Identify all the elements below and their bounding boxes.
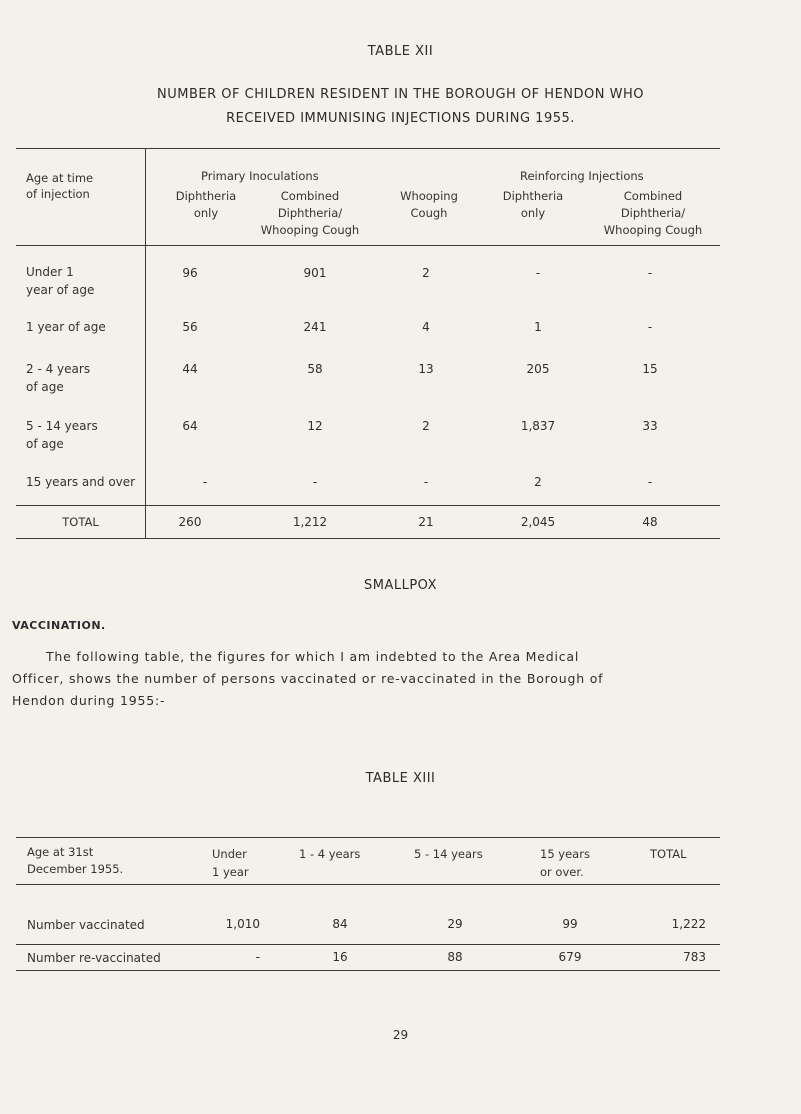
cell: 16	[332, 950, 348, 964]
col-total: TOTAL	[650, 847, 687, 861]
table12-header-rule	[16, 245, 720, 246]
cell: 901	[303, 266, 327, 280]
cell: 2	[422, 266, 430, 280]
col-reinforcing-diphtheria-only: Diphtheria only	[502, 189, 564, 220]
col-5-14-years: 5 - 14 years	[414, 847, 483, 861]
cell: 21	[418, 515, 434, 529]
cell: 29	[447, 917, 463, 931]
cell: 2,045	[520, 515, 556, 529]
table12-title-line1: NUMBER OF CHILDREN RESIDENT IN THE BOROUGH OF HENDON WHO	[157, 87, 644, 102]
cell: 1,212	[292, 515, 328, 529]
age-header-line2: of injection	[26, 187, 90, 201]
row-label-cont: of age	[26, 380, 64, 394]
age-header-line1: Age at time	[26, 171, 94, 185]
table12-top-rule	[16, 148, 720, 149]
cell: 33	[642, 419, 658, 433]
cell: 1	[534, 320, 542, 334]
cell: 205	[526, 362, 550, 376]
table13-bottom-rule	[16, 970, 720, 971]
cell: 96	[182, 266, 198, 280]
table13-caption: TABLE XIII	[365, 771, 436, 786]
col-reinforcing-combined: Combined Diphtheria/ Whooping Cough	[603, 189, 703, 237]
cell: -	[312, 475, 318, 489]
col-whooping-cough: Whooping Cough	[400, 189, 458, 220]
primary-inoculations-header: Primary Inoculations	[201, 169, 319, 183]
reinforcing-injections-header: Reinforcing Injections	[520, 169, 644, 183]
table13-top-rule	[16, 837, 720, 838]
cell: 1,837	[520, 419, 556, 433]
cell: 58	[307, 362, 323, 376]
table13-row-rule	[16, 944, 720, 945]
paragraph-line1: The following table, the figures for which I am indebted to the Area Medical	[46, 649, 580, 664]
cell: -	[647, 475, 653, 489]
page-number: 29	[392, 1028, 409, 1042]
vaccination-subheading: VACCINATION.	[12, 619, 106, 632]
cell: 64	[182, 419, 198, 433]
cell: 260	[178, 515, 202, 529]
col-combined: Combined Diphtheria/ Whooping Cough	[260, 189, 360, 237]
paragraph-line3: Hendon during 1955:-	[12, 693, 166, 708]
row-label: Number re-vaccinated	[27, 951, 161, 965]
row-label-cont: year of age	[26, 283, 95, 297]
table12-bottom-rule	[16, 538, 720, 539]
row-label: Number vaccinated	[27, 918, 145, 932]
cell: 15	[642, 362, 658, 376]
row-label: 15 years and over	[26, 475, 136, 489]
cell: 13	[418, 362, 434, 376]
cell: 12	[307, 419, 323, 433]
row-label: 5 - 14 years	[26, 419, 98, 433]
cell: 1,222	[671, 917, 706, 931]
cell: 84	[332, 917, 348, 931]
table12-title-line2: RECEIVED IMMUNISING INJECTIONS DURING 1955.	[226, 111, 575, 126]
cell: 88	[447, 950, 463, 964]
row-label-cont: of age	[26, 437, 64, 451]
cell: 56	[182, 320, 198, 334]
cell: -	[423, 475, 429, 489]
smallpox-heading: SMALLPOX	[364, 578, 437, 593]
table12-caption: TABLE XII	[367, 44, 434, 59]
row-label: 1 year of age	[26, 320, 106, 334]
cell: 44	[182, 362, 198, 376]
age-header-line1: Age at 31st	[27, 845, 94, 859]
col-under-1-line2: 1 year	[212, 865, 249, 879]
cell: 4	[422, 320, 430, 334]
cell: 679	[558, 950, 582, 964]
cell: 241	[303, 320, 327, 334]
row-label: 2 - 4 years	[26, 362, 91, 376]
cell: 1,010	[225, 917, 260, 931]
col-1-4-years: 1 - 4 years	[299, 847, 361, 861]
cell: -	[535, 266, 541, 280]
col-15-over-line2: or over.	[540, 865, 584, 879]
total-label: TOTAL	[62, 515, 99, 529]
cell: 48	[642, 515, 658, 529]
paragraph-line2: Officer, shows the number of persons vaccinated or re-vaccinated in the Borough of	[12, 671, 604, 686]
cell: -	[647, 320, 653, 334]
row-label: Under 1	[26, 265, 74, 279]
age-header-line2: December 1955.	[27, 862, 124, 876]
cell: -	[255, 950, 260, 964]
table13-header-rule	[16, 884, 720, 885]
table12-total-rule	[16, 505, 720, 506]
cell: 2	[422, 419, 430, 433]
cell: -	[202, 475, 208, 489]
cell: 99	[562, 917, 578, 931]
cell: -	[647, 266, 653, 280]
col-diphtheria-only: Diphtheria only	[175, 189, 237, 220]
cell: 783	[683, 950, 706, 964]
cell: 2	[534, 475, 542, 489]
col-15-over-line1: 15 years	[540, 847, 590, 861]
col-under-1-line1: Under	[212, 847, 247, 861]
